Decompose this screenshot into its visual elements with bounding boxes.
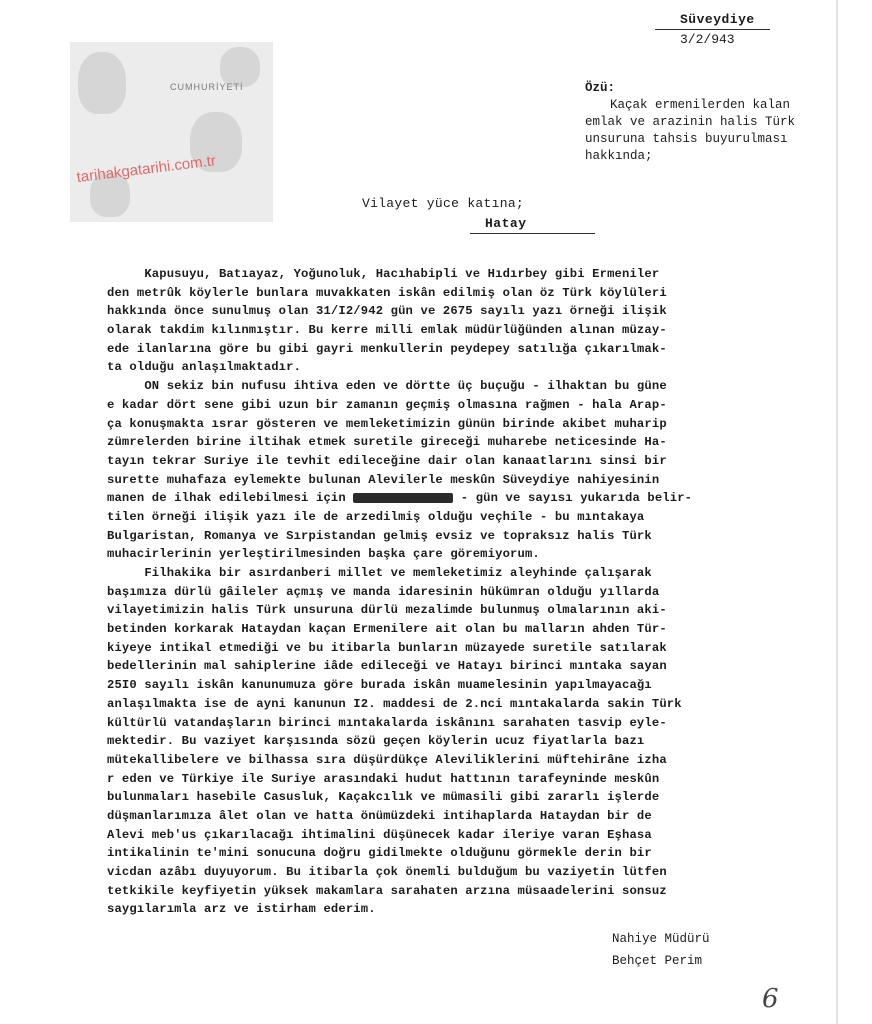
body-line: den metrûk köylerle bunlara muvakkaten iskân edilmiş olan öz Türk köylüleri xyxy=(107,285,667,300)
subject-line: emlak ve arazinin halis Türk xyxy=(585,115,796,129)
subject-label: Özü: xyxy=(585,81,616,95)
recipient-underline xyxy=(470,233,595,234)
place-name: Süveydiye xyxy=(680,12,755,27)
subject-line: hakkında; xyxy=(585,149,653,163)
watermark-label: CUMHURİYETİ xyxy=(170,82,244,92)
body-line: tayın tekrar Suriye ile tevhit edileceğine dair olan kanaatlarını sinsi bir xyxy=(107,453,667,468)
body-line: ça konuşmakta ısrar gösteren ve memleketimizin günün birinde akibet muharip xyxy=(107,416,667,431)
body-line: kiyeye intikal etmediği ve bu itibarla bunların müzayede suretile satılarak xyxy=(107,640,667,655)
watermark-site: tarihakgatarihi.com.tr xyxy=(75,152,217,187)
body-line: tilen örneği ilişik yazı ile de arzedilmiş olduğu veçhile - bu mıntakaya xyxy=(107,509,645,524)
body-line: surette muhafaza eylemekte bulunan Alevilerle meskûn Süveydiye nahiyesinin xyxy=(107,472,660,487)
body-line: tetkikile keyfiyetin yüksek makamlara sarahaten arzına müsaadelerini sonsuz xyxy=(107,883,667,898)
body-line: başımıza dürlü gâileler açmış ve manda idaresinin hükümran olduğu yıllarda xyxy=(107,584,660,599)
body-line: betinden korkarak Hataydan kaçan Ermenilere ait olan bu malların ahden Tür- xyxy=(107,622,667,637)
body-line: ta olduğu anlaşılmaktadır. xyxy=(107,360,302,375)
body-line: muhacirlerinin yerleştirilmesinden başka çare göremiyorum. xyxy=(107,547,540,562)
handprint-icon xyxy=(78,52,126,114)
signature-block xyxy=(612,928,710,972)
body-line: vilayetimizin halis Türk unsuruna dürlü mezalimde bulunmuş olmalarının aki- xyxy=(107,603,667,618)
body-line: hakkında önce sunulmuş olan 31/I2/942 gün ve 2675 sayılı yazı örneği ilişik xyxy=(107,304,667,319)
body-line: 25I0 sayılı iskân kanunumuza göre burada iskân muamelesinin yapılmayacağı xyxy=(107,678,652,693)
body-line: Bulgaristan, Romanya ve Sırpistandan gelmiş evsiz ve topraksız halis Türk xyxy=(107,528,652,543)
subject-line: Kaçak ermenilerden kalan xyxy=(610,98,791,112)
body-line: manen de ilhak edilebilmesi için - gün ve sayısı yukarıda belir- xyxy=(107,491,693,506)
body-line: ON sekiz bin nufusu ihtiva eden ve dörtte üç buçuğu - ilhaktan bu güne xyxy=(107,379,667,394)
body-line: zümrelerden birine iltihak etmek suretile gireceği muharebe neticesinde Ha- xyxy=(107,435,667,450)
body-line: ede ilanlarına göre bu gibi gayri menkullerin peydepey satılığa çıkarılmak- xyxy=(107,341,667,356)
body-line: mektedir. Bu vaziyet karşısında sözü geçen köylerin ucuz fiyatlarla bazı xyxy=(107,734,645,749)
body-line: Kapusuyu, Batıayaz, Yoğunoluk, Hacıhabipli ve Hıdırbey gibi Ermeniler xyxy=(107,267,660,281)
body-line: saygılarımla arz ve istirham ederim. xyxy=(107,902,376,917)
body-line: bulunmaları hasebile Casusluk, Kaçakcılık ve mümasili gibi zararlı işlerde xyxy=(107,790,660,805)
page-number: 6 xyxy=(762,984,779,1014)
watermark-stamp xyxy=(70,42,273,222)
redaction-mark xyxy=(353,493,453,503)
body-line: anlaşılmakta ise de ayni kanunun I2. maddesi de 2.nci mıntakalarda sakin Türk xyxy=(107,696,682,711)
place-underline xyxy=(655,29,770,30)
body-line: kültürlü vatandaşların birinci mıntakalarda iskânını sarahaten tasvip eyle- xyxy=(107,715,667,730)
subject-block xyxy=(585,80,865,165)
address-recipient: Hatay xyxy=(485,216,527,231)
body-line: olarak takdim kılınmıştır. Bu kerre milli emlak müdürlüğünden alınan müzay- xyxy=(107,323,667,338)
body-line: bedellerinin mal sahiplerine iâde edileceği ve Hatayı birinci mıntaka sayan xyxy=(107,659,667,674)
body-line: mütekallibelere ve bilhassa sıra düşürdükçe Aleviliklerini müftehirâne izha xyxy=(107,752,667,767)
document-date: 3/2/943 xyxy=(680,32,735,47)
body-line: Filhakika bir asırdanberi millet ve memleketimiz aleyhinde çalışarak xyxy=(107,566,652,580)
body-line: intikalinin te'mini sonucuna doğru gidilmekte olduğunu görmekle derin bir xyxy=(107,846,652,861)
body-line: e kadar dört sene gibi uzun bir zamanın geçmiş olmasına rağmen - hala Arap- xyxy=(107,397,667,412)
signature-name: Behçet Perim xyxy=(612,954,703,968)
signature-title: Nahiye Müdürü xyxy=(612,932,710,946)
handprint-icon xyxy=(220,47,260,87)
address-line: Vilayet yüce katına; xyxy=(362,196,525,211)
body-line: Alevi meb'us çıkarılacağı ihtimalini düşünecek kadar ileriye varan Eşhasa xyxy=(107,827,652,842)
subject-line: unsuruna tahsis buyurulması xyxy=(585,132,788,146)
body-line-tail: - gün ve sayısı yukarıda belir- xyxy=(453,491,693,506)
letter-body xyxy=(107,265,867,919)
body-line: r eden ve Türkiye ile Suriye arasındaki hudut hattının tarafeyninde meskûn xyxy=(107,771,660,786)
body-line: düşmanlarımıza âlet olan ve hatta önümüzdeki intihaplarda Hataydan bir de xyxy=(107,808,652,823)
body-line: vicdan azâbı duyuyorum. Bu itibarla çok önemli bulduğum bu vaziyetin lütfen xyxy=(107,865,667,879)
